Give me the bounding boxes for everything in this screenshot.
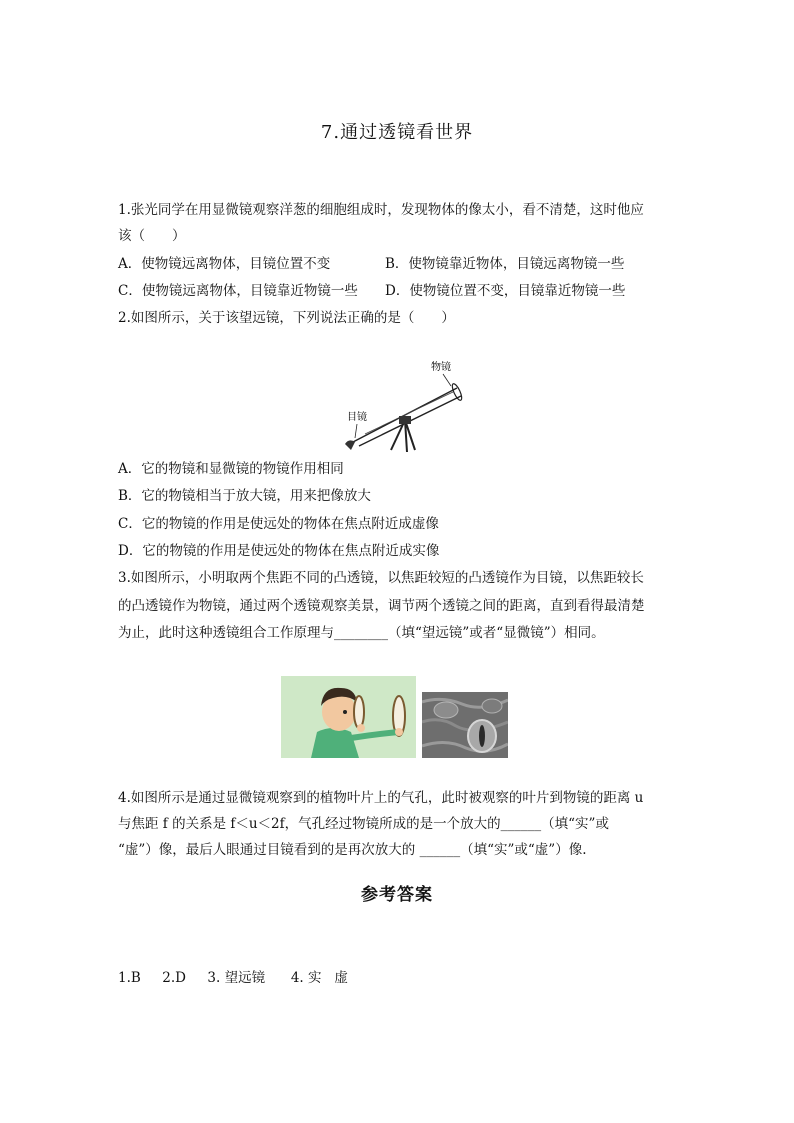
q4-stem-line2: 与焦距 f 的关系是 f＜u＜2f，气孔经过物镜所成的是一个放大的______（填“实”或 — [118, 816, 609, 832]
q1-option-d: D．使物镜位置不变，目镜靠近物镜一些 — [385, 283, 626, 299]
q2-option-b: B．它的物镜相当于放大镜，用来把像放大 — [118, 488, 371, 504]
q3-stem-line1: 3.如图所示，小明取两个焦距不同的凸透镜，以焦距较短的凸透镜作为目镜，以焦距较长 — [118, 570, 644, 586]
telescope-figure — [335, 358, 467, 454]
q1-stem-line2: 该（ ） — [118, 228, 186, 244]
q4-stem-line1: 4.如图所示是通过显微镜观察到的植物叶片上的气孔，此时被观察的叶片到物镜的距离 u — [118, 790, 644, 806]
answers-line: 1.B 2.D 3. 望远镜 4. 实 虚 — [118, 970, 348, 986]
telescope-objective-label: 物镜 — [431, 362, 451, 373]
q1-option-a: A．使物镜远离物体，目镜位置不变 — [118, 256, 331, 272]
page-title: 7.通过透镜看世界 — [320, 122, 474, 143]
q2-option-a: A．它的物镜和显微镜的物镜作用相同 — [118, 461, 344, 477]
answers-heading: 参考答案 — [361, 885, 433, 905]
q1-option-c: C．使物镜远离物体，目镜靠近物镜一些 — [118, 283, 358, 299]
q3-stem-line3: 为止，此时这种透镜组合工作原理与________（填“望远镜”或者“显微镜”）相同。 — [118, 625, 605, 641]
q2-option-d: D．它的物镜的作用是使远处的物体在焦点附近成实像 — [118, 543, 440, 559]
q1-option-b: B．使物镜靠近物体，目镜远离物镜一些 — [385, 256, 625, 272]
q2-stem: 2.如图所示，关于该望远镜，下列说法正确的是（ ） — [118, 310, 455, 326]
q3-stem-line2: 的凸透镜作为物镜，通过两个透镜观察美景，调节两个透镜之间的距离，直到看得最清楚 — [118, 598, 645, 614]
q1-stem-line1: 1.张光同学在用显微镜观察洋葱的细胞组成时，发现物体的像太小，看不清楚，这时他应 — [118, 202, 644, 218]
telescope-eyepiece-label: 目镜 — [347, 412, 367, 423]
boy-with-lenses-illustration — [281, 676, 416, 758]
q2-option-c: C．它的物镜的作用是使远处的物体在焦点附近成虚像 — [118, 516, 439, 532]
q4-stem-line3: “虚”）像，最后人眼通过目镜看到的是再次放大的 ______（填“实”或“虚”）像. — [118, 842, 587, 858]
stoma-micrograph — [422, 692, 508, 758]
